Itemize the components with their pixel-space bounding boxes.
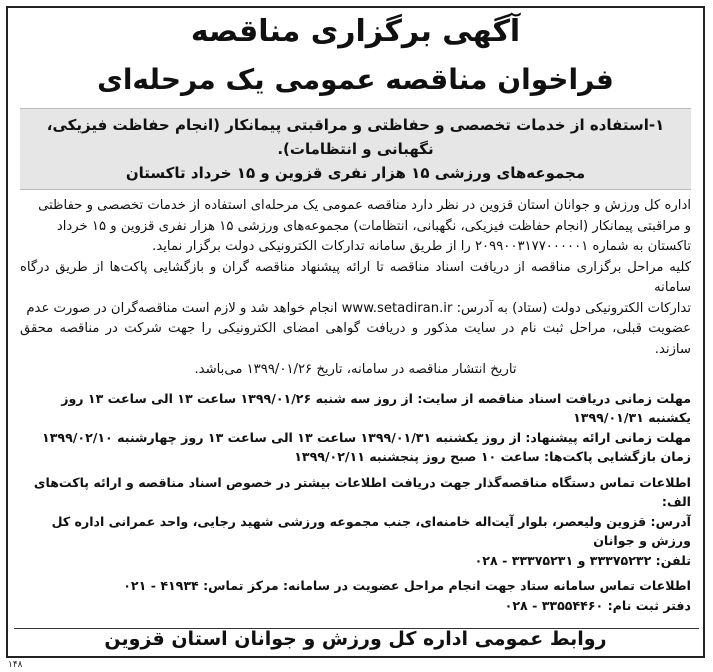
body-line: کلیه مراحل برگزاری مناقصه از دریافت اسناد مناقصه تا ارائه پیشنهاد مناقصه گران و بازگشایی پاکت‌ها از طریق درگاه سامانه	[20, 259, 691, 295]
registry-office: دفتر ثبت نام: ۳۳۵۵۴۴۶۰ - ۰۲۸	[504, 597, 691, 613]
subject-line-1: ۱-استفاده از خدمات تخصصی و حفاظتی و مراقبتی پیمانکار (انجام حفاظت فیزیکی، نگهبانی و انتظامات).	[46, 116, 665, 158]
opening-time: زمان بازگشایی پاکت‌ها: ساعت ۱۰ صبح روز پنجشنبه ۱۳۹۹/۰۲/۱۱	[294, 449, 691, 464]
body-line: اداره کل ورزش و جوانان استان قزوین در نظر دارد مناقصه عمومی یک مرحله‌ای استفاده از خدمات تخصصی و حفاظتی	[38, 198, 691, 213]
contact-heading: اطلاعات تماس دستگاه مناقصه‌گذار جهت دریافت اطلاعات بیشتر در خصوص اسناد مناقصه و ارائه پاکت‌های الف:	[33, 474, 691, 509]
body-line: عضویت قبلی، مراحل ثبت نام در سایت مذکور و دریافت گواهی امضای الکترونیکی را جهت شرکت در مناقصه محقق سازند.	[20, 321, 691, 357]
bid-deadline: مهلت زمانی ارائه پیشنهاد: از روز یکشنبه ۱۳۹۹/۰۱/۳۱ ساعت ۱۳ الی ساعت ۱۳ روز چهارشنبه ۱۳۹۹/۰۲/۱۰	[42, 429, 691, 445]
subject-line-2: مجموعه‌های ورزشی ۱۵ هزار نفری قزوین و ۱۵ خرداد تاکستان	[125, 164, 586, 182]
notice-title: آگهی برگزاری مناقصه	[190, 14, 521, 49]
setad-contact: اطلاعات تماس سامانه ستاد جهت انجام مراحل عضویت در سامانه: مرکز تماس: ۴۱۹۳۴ - ۰۲۱	[123, 578, 691, 593]
notice-body	[20, 196, 691, 381]
contact-phone: تلفن: ۳۳۳۷۵۲۳۲ و ۳۳۳۷۵۲۳۱ - ۰۲۸	[474, 552, 691, 568]
footer-signature: روابط عمومی اداره کل ورزش و جوانان استان قزوین	[104, 628, 607, 650]
body-line: تاکستان به شماره ۲۰۹۹۰۰۳۱۷۷۰۰۰۰۰۱ را از طریق سامانه تدارکات الکترونیکی دولت برگزار نماید.	[152, 239, 691, 254]
notice-subtitle: فراخوان مناقصه عمومی یک مرحله‌ای	[97, 63, 614, 96]
footer-divider	[14, 628, 699, 629]
publish-date-line: تاریخ انتشار مناقصه در سامانه، تاریخ ۱۳۹۹/۰۱/۲۶ می‌باشد.	[194, 362, 517, 377]
contact-address: آدرس: قزوین ولیعصر، بلوار آیت‌اله خامنه‌ای، جنب مجموعه ورزشی شهید رجایی، واحد عمرانی اداره کل ورزش و جوانان	[51, 513, 691, 548]
tender-schedule	[20, 389, 691, 616]
page-number: ۱۴۸	[8, 660, 23, 670]
body-line: و مراقبتی پیمانکار (انجام حفاظت فیزیکی، نگهبانی، انتظامات) مجموعه‌های ورزشی ۱۵ هزار نفری قزوین و ۱۵ خرداد	[56, 218, 691, 234]
subject-box	[20, 108, 691, 190]
body-line: تدارکات الکترونیکی دولت (ستاد) به آدرس: www.setadiran.ir انجام خواهد شد و لازم است مناقصه‌گران در صورت عدم	[26, 300, 691, 316]
document-deadline: مهلت زمانی دریافت اسناد مناقصه از سایت: از روز سه شنبه ۱۳۹۹/۰۱/۲۶ ساعت ۱۳ الی ساعت ۱۳ روز یکشنبه ۱۳۹۹/۰۱/۳۱	[61, 390, 691, 425]
tender-notice	[6, 6, 705, 658]
